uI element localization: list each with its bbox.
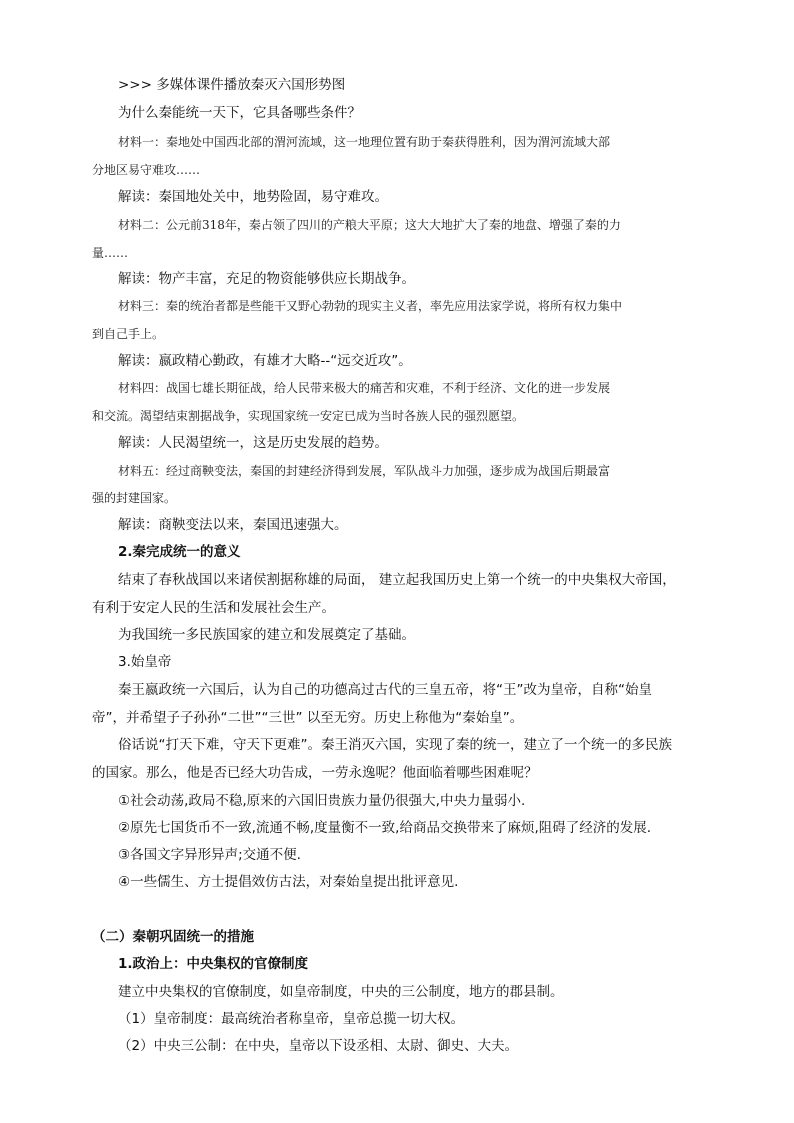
material-1-line-1: 材料一：秦地处中国西北部的渭河流域，这一地理位置有助于秦获得胜利，因为渭河流域大部 — [118, 135, 611, 149]
difficulty-2: ②原先七国货币不一致,流通不畅,度量衡不一致,给商品交换带来了麻烦,阻碍了经济的发展. — [118, 820, 652, 836]
subsection-heading-political: 1.政治上：中央集权的官僚制度 — [118, 956, 309, 972]
saying-para-line-2: 的国家。那么，他是否已经大功告成，一劳永逸呢？他面临着哪些困难呢？ — [92, 765, 538, 781]
section-heading-significance: 2.秦完成统一的意义 — [118, 544, 241, 560]
three-lords-item: （2）中央三公制：在中央，皇帝以下设丞相、太尉、御史、大夫。 — [118, 1038, 519, 1054]
emperor-para-line-1: 秦王嬴政统一六国后，认为自己的功德高过古代的三皇五帝，将“王”改为皇帝，自称“始皇 — [118, 682, 652, 698]
material-4-line-1: 材料四：战国七雄长期征战，给人民带来极大的痛苦和灾难，不利于经济、文化的进一步发展 — [118, 381, 611, 395]
difficulty-1: ①社会动荡,政局不稳,原来的六国旧贵族力量仍很强大,中央力量弱小. — [118, 793, 526, 809]
material-1-line-2: 分地区易守难攻…… — [92, 163, 201, 177]
difficulty-4: ④一些儒生、方士提倡效仿古法，对秦始皇提出批评意见. — [118, 874, 459, 890]
significance-para-line-2: 有利于安定人民的生活和发展社会生产。 — [92, 600, 335, 616]
interpretation-2: 解读：物产丰富，充足的物资能够供应长期战争。 — [118, 271, 415, 287]
section-heading-measures: （二）秦朝巩固统一的措施 — [92, 929, 254, 945]
difficulty-3: ③各国文字异形异声;交通不便. — [118, 847, 301, 863]
saying-para-line-1: 俗话说“打天下难，守天下更难”。秦王消灭六国，实现了秦的统一，建立了一个统一的多民族 — [118, 737, 672, 753]
significance-para-line-1: 结束了春秋战国以来诸侯割据称雄的局面， 建立起我国历史上第一个统一的中央集权大帝国， — [118, 572, 676, 588]
significance-para-2: 为我国统一多民族国家的建立和发展奠定了基础。 — [118, 627, 415, 643]
multimedia-note: >>> 多媒体课件播放秦灭六国形势图 — [118, 77, 346, 93]
section-heading-emperor: 3.始皇帝 — [118, 654, 172, 670]
political-para: 建立中央集权的官僚制度，如皇帝制度，中央的三公制度，地方的郡县制。 — [118, 984, 564, 1000]
material-4-line-2: 和交流。渴望结束割据战争，实现国家统一安定已成为当时各族人民的强烈愿望。 — [92, 409, 525, 423]
interpretation-3: 解读：嬴政精心勤政，有雄才大略--“远交近攻”。 — [118, 353, 412, 369]
emperor-para-line-2: 帝”，并希望子子孙孙“二世”“三世” 以至无穷。历史上称他为“秦始皇”。 — [92, 710, 524, 726]
material-3-line-1: 材料三：秦的统治者都是些能干又野心勃勃的现实主义者，率先应用法家学说，将所有权力集中 — [118, 299, 623, 313]
material-5-line-2: 强的封建国家。 — [92, 491, 177, 505]
material-5-line-1: 材料五：经过商鞅变法，秦国的封建经济得到发展，军队战斗力加强，逐步成为战国后期最富 — [118, 464, 611, 478]
interpretation-5: 解读：商鞅变法以来，秦国迅速强大。 — [118, 517, 348, 533]
interpretation-4: 解读：人民渴望统一，这是历史发展的趋势。 — [118, 435, 388, 451]
interpretation-1: 解读：秦国地处关中，地势险固，易守难攻。 — [118, 189, 388, 205]
question-line: 为什么秦能统一天下，它具备哪些条件？ — [118, 105, 361, 121]
emperor-system-item: （1）皇帝制度：最高统治者称皇帝，皇帝总揽一切大权。 — [118, 1011, 465, 1027]
material-2-line-1: 材料二：公元前318年，秦占领了四川的产粮大平原；这大大地扩大了秦的地盘、增强了秦的力 — [118, 218, 621, 232]
material-3-line-2: 到自己手上。 — [92, 327, 165, 341]
material-2-line-2: 量…… — [92, 246, 129, 260]
